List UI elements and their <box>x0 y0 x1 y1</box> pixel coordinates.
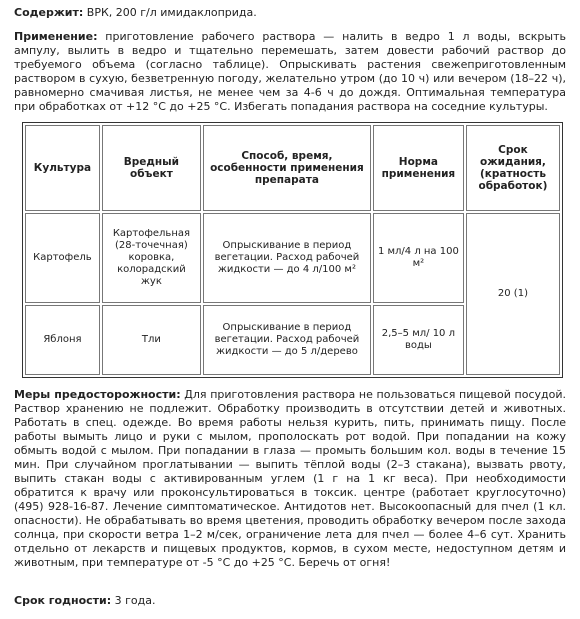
application-paragraph <box>14 30 566 114</box>
table-header-row <box>25 125 560 211</box>
cell-crop: Картофель <box>25 213 100 303</box>
usage-table <box>22 122 563 378</box>
shelf-life-text: 3 года. <box>111 594 156 607</box>
composition-text: ВРК, 200 г/л имидаклоприда. <box>83 6 257 19</box>
table-row <box>25 213 560 303</box>
precautions-text: Для приготовления раствора не пользоваться пищевой посудой. Раствор хранению не подлежит. Обработку производить в отсутствии детей и животных. Работать в спец. одежде. Во время работы нельзя курить, пить, принимать пищу. После работы вымыть лицо и руки с мылом, прополоскать рот водой. При попадании на кожу обмыть водой с мылом. При попадании в глаза — промыть большим кол. воды в течение 15 мин. При случайном проглатывании — выпить тёплой воды (2–3 стакана), вызвать рвоту, выпить стакан воды с активированным углем (1 г на 1 кг веса). При необходимости обратится к врачу или проконсультироваться в токсик. центре (работает круглосуточно) (495) 928-16-87. Лечение симптоматическое. Антидотов нет. Высокоопасный для пчел (1 кл. опасности). Не обрабатывать во время цветения, проводить обработку вечером после захода солнца, при скорости ветра 1–2 м/сек, ограничение лета для пчел — более 4–6 сут. Хранить отдельно от лекарств и пищевых продуктов, кормов, в сухом месте, недоступном детям и животным, при температуре от -5 °С до +25 °С. Беречь от огня! <box>14 388 566 569</box>
cell-pest: Картофельная (28-точечная) коровка, колорадский жук <box>102 213 201 303</box>
cell-method: Опрыскивание в период вегетации. Расход рабочей жидкости — до 5 л/дерево <box>203 305 371 375</box>
shelf-life-paragraph <box>14 594 566 608</box>
header-rate: Норма применения <box>373 125 464 211</box>
cell-rate: 2,5–5 мл/ 10 л воды <box>373 305 464 375</box>
header-crop: Культура <box>25 125 100 211</box>
precautions-paragraph <box>14 388 566 570</box>
cell-pest: Тли <box>102 305 201 375</box>
precautions-label: Меры предосторожности: <box>14 388 181 401</box>
shelf-life-label: Срок годности: <box>14 594 112 607</box>
header-waiting: Срок ожидания, (кратность обработок) <box>466 125 560 211</box>
composition-paragraph <box>14 6 566 20</box>
header-pest: Вредный объект <box>102 125 201 211</box>
application-text: приготовление рабочего раствора — налить в ведро 1 л воды, вскрыть ампулу, вылить в ведро и тщательно перемешать, затем довести рабочий раствор до требуемого объема (согласно таблице). Опрыскивать растения свежеприготовленным раствором в сухую, безветренную погоду, желательно утром (до 10 ч) или вечером (18–22 ч), равномерно смачивая листья, не менее чем за 4-6 ч до дождя. Оптимальная температура при обработках от +12 °С до +25 °С. Избегать попадания раствора на соседние культуры. <box>14 30 566 113</box>
application-label: Применение: <box>14 30 98 43</box>
composition-label: Содержит: <box>14 6 84 19</box>
cell-waiting: 20 (1) <box>466 213 560 375</box>
header-method: Способ, время, особенности применения препарата <box>203 125 371 211</box>
cell-crop: Яблоня <box>25 305 100 375</box>
cell-method: Опрыскивание в период вегетации. Расход рабочей жидкости — до 4 л/100 м² <box>203 213 371 303</box>
cell-rate: 1 мл/4 л на 100 м² <box>373 213 464 303</box>
